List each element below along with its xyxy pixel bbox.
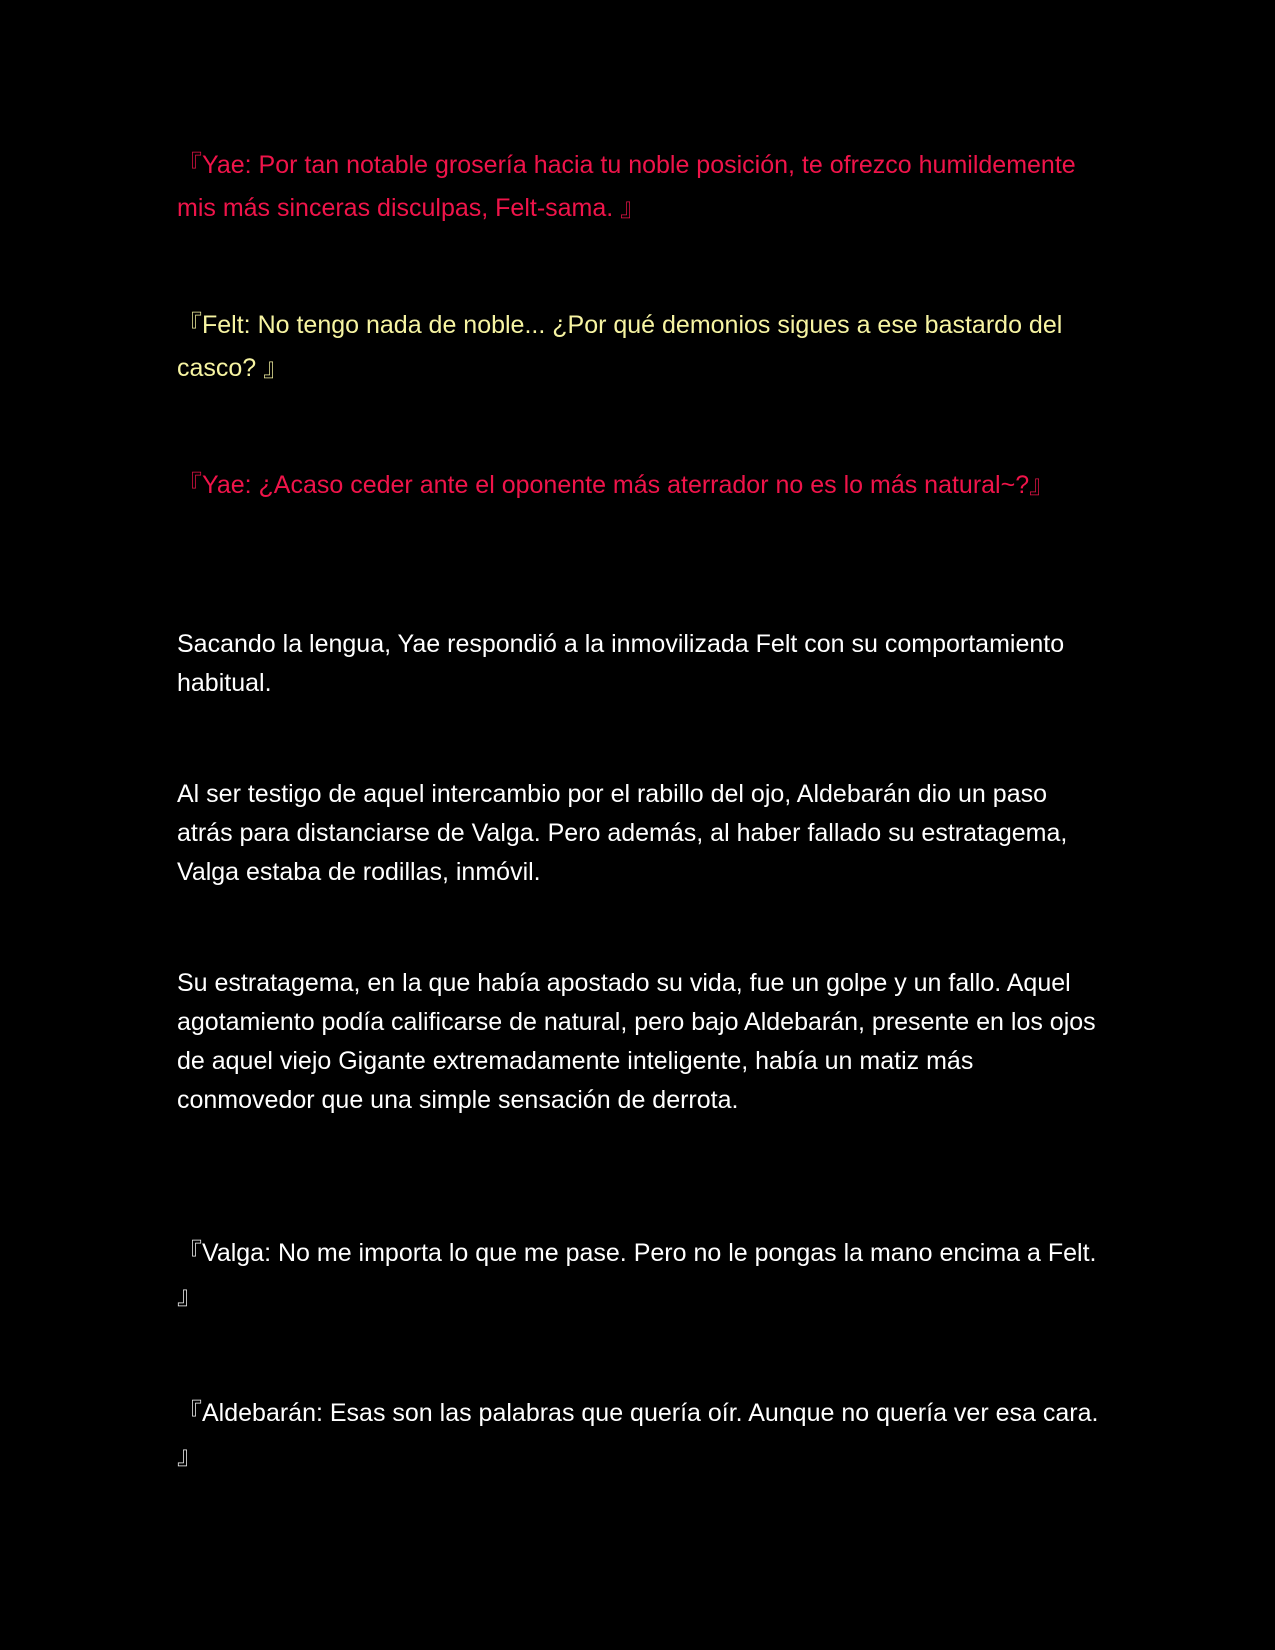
narration-paragraph-2: Al ser testigo de aquel intercambio por el rabillo del ojo, Aldebarán dio un paso atrás para distanciarse de Valga. Pero además, al haber fallado su estratagema, Valga estaba de rodillas, inmóvil. <box>177 780 1068 886</box>
dialogue-felt-question: 『Felt: No tengo nada de noble... ¿Por qué demonios sigues a ese bastardo del casco? 』 <box>177 311 1063 382</box>
dialogue-valga: 『Valga: No me importa lo que me pase. Pero no le pongas la mano encima a Felt. 』 <box>177 1239 1097 1310</box>
dialogue-yae-apology: 『Yae: Por tan notable grosería hacia tu noble posición, te ofrezco humildemente mis más sinceras disculpas, Felt-sama. 』 <box>177 151 1076 222</box>
narration-paragraph-1: Sacando la lengua, Yae respondió a la inmovilizada Felt con su comportamiento habitual. <box>177 630 1065 697</box>
dialogue-yae-reply: 『Yae: ¿Acaso ceder ante el oponente más aterrador no es lo más natural~?』 <box>177 471 1055 499</box>
narration-paragraph-3: Su estratagema, en la que había apostado su vida, fue un golpe y un fallo. Aquel agotamiento podía calificarse de natural, pero bajo Aldebarán, presente en los ojos de aquel viejo Gigante extremadamente inteligente, había un matiz más conmovedor que una simple sensación de derrota. <box>177 969 1096 1114</box>
dialogue-aldebaran: 『Aldebarán: Esas son las palabras que quería oír. Aunque no quería ver esa cara. 』 <box>177 1399 1099 1470</box>
